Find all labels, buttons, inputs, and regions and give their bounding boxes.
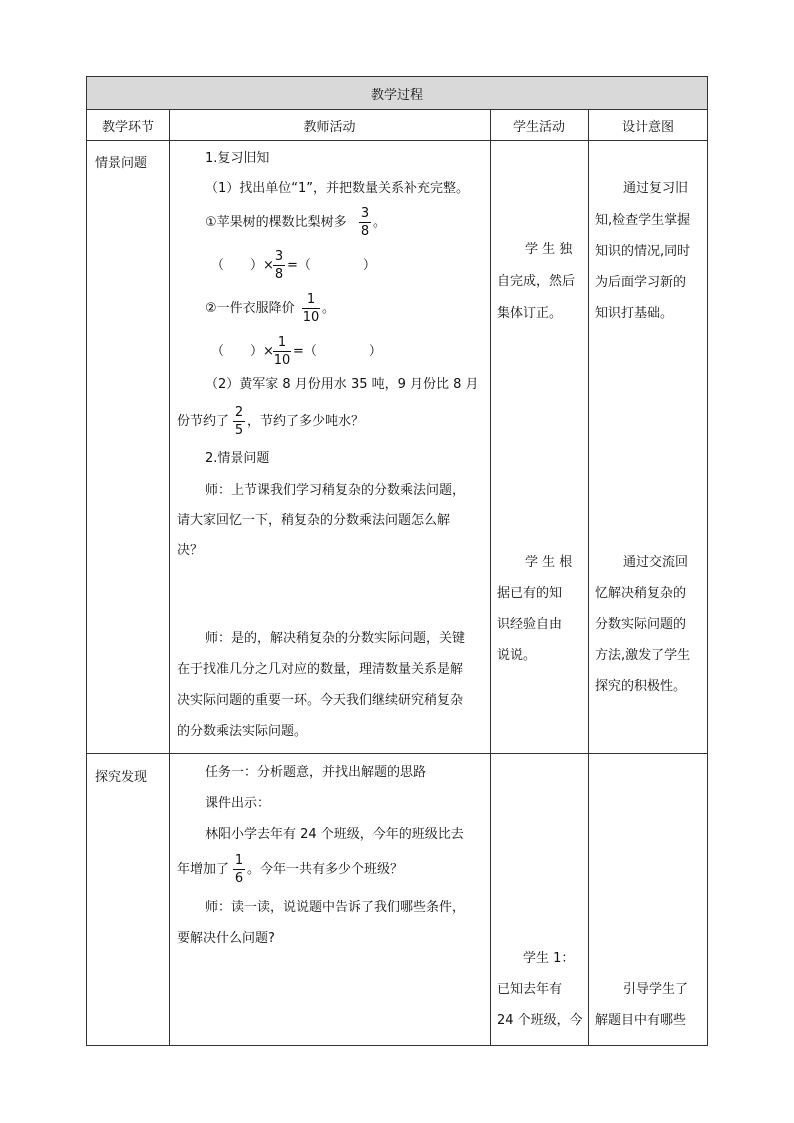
fraction: 1 10 [302, 292, 320, 325]
review-question-2-line2a: 份节约了 [177, 414, 230, 429]
student-activity-line: 集体订正。 [497, 306, 563, 321]
teacher-question-line: 师：上节课我们学习稍复杂的分数乘法问题， [205, 483, 466, 498]
student-activity-line: 已知去年有 [497, 982, 563, 997]
column-divider [169, 109, 170, 1046]
equation-1-left: （ ）× [211, 258, 274, 273]
column-divider [588, 109, 589, 1046]
problem-line2b: 。今年一共有多少个班级？ [247, 862, 404, 877]
task-heading: 任务一：分析题意，并找出解题的思路 [205, 765, 427, 780]
teacher-question-line: 请大家回忆一下，稍复杂的分数乘法问题怎么解 [177, 513, 451, 528]
design-intent-line: 知,检查学生掌握 [595, 213, 691, 228]
review-question-2-line2b: ，节约了多少吨水？ [247, 414, 365, 429]
divider [87, 140, 707, 141]
review-question-1: （1）找出单位“1”，并把数量关系补充完整。 [205, 181, 470, 196]
header-teacher: 教师活动 [303, 119, 356, 135]
design-intent-line: 知识打基础。 [595, 306, 674, 321]
student-activity-line: 学 生 独 [525, 242, 573, 257]
student-activity-line: 说说。 [497, 648, 537, 663]
review-item-2: ②一件衣服降价 [205, 301, 295, 316]
header-stage: 教学环节 [101, 119, 154, 135]
teacher-prompt-line: 要解决什么问题? [177, 931, 275, 946]
problem-line2a: 年增加了 [177, 862, 230, 877]
student-activity-line: 自完成，然后 [497, 274, 576, 289]
teacher-question-line: 决？ [177, 543, 204, 558]
teacher-answer-line: 师：是的，解决稍复杂的分数实际问题，关键 [205, 631, 466, 646]
problem-line: 林阳小学去年有 24 个班级，今年的班级比去 [205, 827, 464, 842]
design-intent-line: 探究的积极性。 [595, 679, 687, 694]
student-activity-line: 据已有的知 [497, 586, 563, 601]
design-intent-line: 为后面学习新的 [595, 275, 687, 290]
stage-name: 情景问题 [95, 156, 148, 171]
teacher-answer-line: 在于找准几分之几对应的数量，理清数量关系是解 [177, 662, 464, 677]
design-intent-line: 知识的情况,同时 [595, 244, 691, 259]
design-intent-line: 通过交流回 [623, 555, 689, 570]
text-tail: 。 [322, 301, 336, 316]
text-tail: 。 [373, 215, 387, 230]
column-divider [490, 109, 491, 1046]
design-intent-line: 引导学生了 [623, 982, 689, 997]
divider [87, 753, 707, 754]
review-heading: 1.复习旧知 [205, 151, 270, 166]
teacher-prompt-line: 师：读一读，说说题中告诉了我们哪些条件， [205, 900, 466, 915]
review-question-2-line1: （2）黄军家 8 月份用水 35 吨，9 月份比 8 月 [205, 377, 479, 392]
review-item-1: ①苹果树的棵数比梨树多 [205, 215, 347, 230]
header-student: 学生活动 [512, 119, 565, 135]
table-title: 教学过程 [87, 77, 707, 109]
stage-name: 探究发现 [95, 770, 148, 785]
teacher-answer-line: 的分数乘法实际问题。 [177, 724, 308, 739]
header-design: 设计意图 [621, 119, 674, 135]
design-intent-line: 忆解决稍复杂的 [595, 586, 687, 601]
fraction: 1 6 [234, 853, 244, 886]
scene-heading: 2.情景问题 [205, 451, 270, 466]
student-activity-line: 识经验自由 [497, 617, 563, 632]
fraction: 1 10 [273, 335, 291, 368]
fraction: 2 5 [234, 405, 244, 438]
design-intent-line: 通过复习旧 [623, 181, 689, 196]
lesson-process-table [86, 76, 708, 1046]
student-activity-line: 学 生 根 [525, 555, 573, 570]
design-intent-line: 分数实际问题的 [595, 617, 687, 632]
fraction: 3 8 [274, 249, 284, 282]
teacher-answer-line: 决实际问题的重要一环。今天我们继续研究稍复杂 [177, 693, 464, 708]
courseware-label: 课件出示： [205, 796, 271, 811]
student-activity-line: 学生 1： [523, 951, 575, 966]
equation-1-right: =（ ） [287, 258, 376, 273]
equation-2-left: （ ）× [211, 344, 274, 359]
design-intent-line: 解题目中有哪些 [595, 1013, 687, 1028]
equation-2-right: =（ ） [293, 344, 382, 359]
fraction: 3 8 [360, 206, 370, 239]
design-intent-line: 方法,激发了学生 [595, 648, 691, 663]
student-activity-line: 24 个班级，今 [497, 1013, 583, 1028]
